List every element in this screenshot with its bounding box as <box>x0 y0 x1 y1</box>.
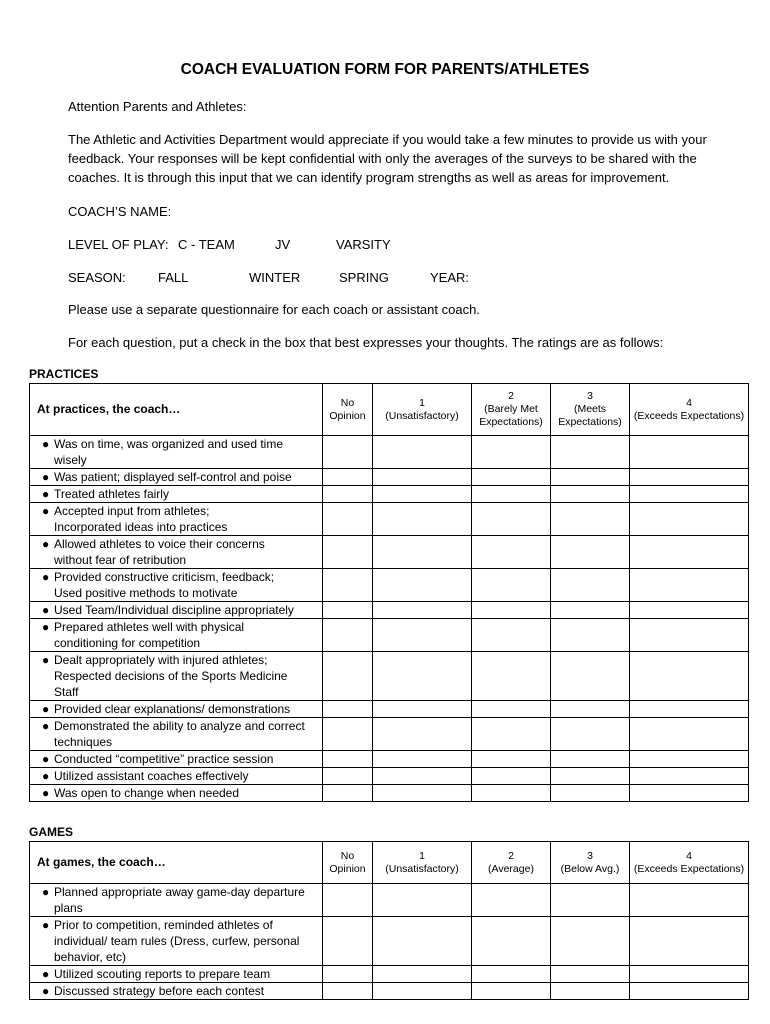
checkbox-cell-no-opinion[interactable] <box>323 751 373 768</box>
table-row <box>30 652 749 701</box>
question-text: Accepted input from athletes; <box>54 504 210 518</box>
question-text: Provided clear explanations/ demonstrations <box>54 702 291 716</box>
checkbox-cell-rating-3[interactable] <box>551 983 630 1000</box>
checkbox-cell-no-opinion[interactable] <box>323 486 373 503</box>
table-row <box>30 785 749 802</box>
question-text: Discussed strategy before each contest <box>54 984 265 998</box>
checkbox-cell-rating-1[interactable] <box>373 602 472 619</box>
checkbox-cell-rating-1[interactable] <box>373 569 472 602</box>
question-text: behavior, etc) <box>54 950 127 964</box>
checkbox-cell-rating-4[interactable] <box>630 701 749 718</box>
checkbox-cell-rating-2[interactable] <box>472 652 551 701</box>
col-rating-1: 1 (Unsatisfactory) <box>373 842 472 884</box>
checkbox-cell-rating-2[interactable] <box>472 751 551 768</box>
checkbox-cell-rating-3[interactable] <box>551 701 630 718</box>
checkbox-cell-rating-1[interactable] <box>373 469 472 486</box>
table-row <box>30 436 749 469</box>
practices-rows <box>30 436 749 802</box>
bullet-icon: ● <box>42 918 50 932</box>
question-text: Demonstrated the ability to analyze and correct <box>54 719 305 733</box>
checkbox-cell-rating-3[interactable] <box>551 569 630 602</box>
question-cell <box>30 785 323 802</box>
checkbox-cell-no-opinion[interactable] <box>323 619 373 652</box>
checkbox-cell-no-opinion[interactable] <box>323 884 373 917</box>
checkbox-cell-rating-1[interactable] <box>373 751 472 768</box>
checkbox-cell-no-opinion[interactable] <box>323 701 373 718</box>
checkbox-cell-rating-1[interactable] <box>373 536 472 569</box>
level-label: LEVEL OF PLAY: <box>68 237 169 252</box>
coach-name-label: COACH’S NAME: <box>68 204 172 219</box>
checkbox-cell-rating-1[interactable] <box>373 917 472 966</box>
checkbox-cell-rating-3[interactable] <box>551 486 630 503</box>
col-rating-4: 4 (Exceeds Expectations) <box>630 842 749 884</box>
question-cell <box>30 486 323 503</box>
bullet-icon: ● <box>42 504 50 518</box>
season-label: SEASON: <box>68 270 126 285</box>
table-row <box>30 966 749 983</box>
question-text: Dealt appropriately with injured athletes; <box>54 653 268 667</box>
checkbox-cell-rating-2[interactable] <box>472 966 551 983</box>
checkbox-cell-rating-3[interactable] <box>551 785 630 802</box>
form-title: COACH EVALUATION FORM FOR PARENTS/ATHLETES <box>180 61 590 78</box>
checkbox-cell-rating-3[interactable] <box>551 884 630 917</box>
checkbox-cell-rating-3[interactable] <box>551 751 630 768</box>
question-text: plans <box>54 901 83 915</box>
question-cell <box>30 966 323 983</box>
bullet-icon: ● <box>42 603 50 617</box>
checkbox-cell-rating-3[interactable] <box>551 917 630 966</box>
question-text: Was open to change when needed <box>54 786 240 800</box>
checkbox-cell-rating-2[interactable] <box>472 718 551 751</box>
question-cell <box>30 469 323 486</box>
question-text: techniques <box>54 735 113 749</box>
checkbox-cell-rating-1[interactable] <box>373 884 472 917</box>
bullet-icon: ● <box>42 967 50 981</box>
checkbox-cell-rating-4[interactable] <box>630 602 749 619</box>
checkbox-cell-rating-2[interactable] <box>472 436 551 469</box>
checkbox-cell-no-opinion[interactable] <box>323 917 373 966</box>
checkbox-cell-rating-1[interactable] <box>373 503 472 536</box>
checkbox-cell-rating-4[interactable] <box>630 966 749 983</box>
col-rating-2: 2 (Barely Met Expectations) <box>472 384 551 436</box>
checkbox-cell-rating-4[interactable] <box>630 486 749 503</box>
checkbox-cell-no-opinion[interactable] <box>323 536 373 569</box>
games-question-header: At games, the coach… <box>30 842 323 884</box>
table-row <box>30 768 749 785</box>
question-text: Provided constructive criticism, feedback; <box>54 570 275 584</box>
table-row <box>30 536 749 569</box>
year-label: YEAR: <box>430 270 470 285</box>
checkbox-cell-rating-3[interactable] <box>551 652 630 701</box>
season-option-winter[interactable]: WINTER <box>249 270 301 285</box>
checkbox-cell-rating-1[interactable] <box>373 436 472 469</box>
level-option-cteam[interactable]: C - TEAM <box>178 237 235 252</box>
checkbox-cell-rating-3[interactable] <box>551 436 630 469</box>
season-row <box>68 268 728 287</box>
checkbox-cell-rating-2[interactable] <box>472 569 551 602</box>
question-text: individual/ team rules (Dress, curfew, personal <box>54 934 300 948</box>
games-table <box>29 841 749 1000</box>
separate-note: Please use a separate questionnaire for each coach or assistant coach. <box>68 302 480 317</box>
attention-line: Attention Parents and Athletes: <box>68 99 247 114</box>
checkbox-cell-no-opinion[interactable] <box>323 503 373 536</box>
bullet-icon: ● <box>42 653 50 667</box>
checkbox-cell-rating-2[interactable] <box>472 884 551 917</box>
table-row <box>30 917 749 966</box>
bullet-icon: ● <box>42 752 50 766</box>
question-text: wisely <box>54 453 87 467</box>
checkbox-cell-no-opinion[interactable] <box>323 469 373 486</box>
bullet-icon: ● <box>42 470 50 484</box>
col-rating-1: 1 (Unsatisfactory) <box>373 384 472 436</box>
question-text: Prior to competition, reminded athletes of <box>54 918 273 932</box>
checkbox-cell-rating-1[interactable] <box>373 785 472 802</box>
checkbox-cell-no-opinion[interactable] <box>323 602 373 619</box>
question-text: Was patient; displayed self-control and poise <box>54 470 292 484</box>
checkbox-cell-rating-4[interactable] <box>630 751 749 768</box>
table-row <box>30 602 749 619</box>
bullet-icon: ● <box>42 885 50 899</box>
checkbox-cell-rating-1[interactable] <box>373 652 472 701</box>
checkbox-cell-no-opinion[interactable] <box>323 436 373 469</box>
col-no-opinion: No Opinion <box>323 842 373 884</box>
question-text: Used Team/Individual discipline appropriately <box>54 603 294 617</box>
checkbox-cell-rating-2[interactable] <box>472 602 551 619</box>
checkbox-cell-rating-4[interactable] <box>630 768 749 785</box>
question-text: Planned appropriate away game-day departure <box>54 885 305 899</box>
checkbox-cell-rating-1[interactable] <box>373 701 472 718</box>
checkbox-cell-no-opinion[interactable] <box>323 983 373 1000</box>
checkbox-cell-rating-4[interactable] <box>630 884 749 917</box>
question-cell <box>30 652 323 701</box>
question-text: without fear of retribution <box>54 553 187 567</box>
checkbox-cell-rating-2[interactable] <box>472 768 551 785</box>
checkbox-cell-rating-2[interactable] <box>472 917 551 966</box>
question-cell <box>30 751 323 768</box>
checkbox-cell-rating-3[interactable] <box>551 619 630 652</box>
level-option-jv[interactable]: JV <box>275 237 291 252</box>
question-text: Was on time, was organized and used time <box>54 437 284 451</box>
bullet-icon: ● <box>42 719 50 733</box>
table-row <box>30 569 749 602</box>
checkbox-cell-no-opinion[interactable] <box>323 768 373 785</box>
season-option-fall[interactable]: FALL <box>158 270 189 285</box>
bullet-icon: ● <box>42 620 50 634</box>
question-cell <box>30 768 323 785</box>
bullet-icon: ● <box>42 786 50 800</box>
question-cell <box>30 503 323 536</box>
question-cell <box>30 917 323 966</box>
checkbox-cell-no-opinion[interactable] <box>323 569 373 602</box>
question-cell <box>30 718 323 751</box>
col-rating-2: 2 (Average) <box>472 842 551 884</box>
checkbox-cell-rating-4[interactable] <box>630 469 749 486</box>
checkbox-cell-rating-3[interactable] <box>551 469 630 486</box>
checkbox-cell-rating-2[interactable] <box>472 983 551 1000</box>
col-rating-3: 3 (Below Avg.) <box>551 842 630 884</box>
question-text: Allowed athletes to voice their concerns <box>54 537 265 551</box>
ratings-note: For each question, put a check in the box that best expresses your thoughts. The ratings are as follows: <box>68 335 664 350</box>
question-cell <box>30 569 323 602</box>
question-text: Respected decisions of the Sports Medicine <box>54 669 288 683</box>
checkbox-cell-rating-1[interactable] <box>373 486 472 503</box>
question-text: Prepared athletes well with physical <box>54 620 245 634</box>
table-row <box>30 983 749 1000</box>
checkbox-cell-rating-3[interactable] <box>551 602 630 619</box>
bullet-icon: ● <box>42 537 50 551</box>
checkbox-cell-rating-3[interactable] <box>551 768 630 785</box>
checkbox-cell-rating-2[interactable] <box>472 486 551 503</box>
question-cell <box>30 602 323 619</box>
checkbox-cell-rating-1[interactable] <box>373 768 472 785</box>
col-rating-3: 3 (Meets Expectations) <box>551 384 630 436</box>
checkbox-cell-rating-3[interactable] <box>551 718 630 751</box>
table-row <box>30 503 749 536</box>
checkbox-cell-rating-4[interactable] <box>630 503 749 536</box>
practices-question-header: At practices, the coach… <box>30 384 323 436</box>
bullet-icon: ● <box>42 984 50 998</box>
question-cell <box>30 436 323 469</box>
question-cell <box>30 536 323 569</box>
level-option-varsity[interactable]: VARSITY <box>336 237 391 252</box>
question-text: Utilized scouting reports to prepare team <box>54 967 271 981</box>
checkbox-cell-rating-2[interactable] <box>472 785 551 802</box>
checkbox-cell-rating-4[interactable] <box>630 917 749 966</box>
bullet-icon: ● <box>42 487 50 501</box>
table-row <box>30 486 749 503</box>
checkbox-cell-rating-4[interactable] <box>630 785 749 802</box>
table-row <box>30 884 749 917</box>
checkbox-cell-no-opinion[interactable] <box>323 652 373 701</box>
checkbox-cell-rating-3[interactable] <box>551 503 630 536</box>
table-row <box>30 619 749 652</box>
question-cell <box>30 619 323 652</box>
checkbox-cell-rating-2[interactable] <box>472 469 551 486</box>
checkbox-cell-rating-1[interactable] <box>373 718 472 751</box>
checkbox-cell-rating-1[interactable] <box>373 619 472 652</box>
checkbox-cell-rating-1[interactable] <box>373 983 472 1000</box>
checkbox-cell-rating-3[interactable] <box>551 536 630 569</box>
checkbox-cell-rating-4[interactable] <box>630 436 749 469</box>
question-text: Incorporated ideas into practices <box>54 520 228 534</box>
table-row <box>30 469 749 486</box>
bullet-icon: ● <box>42 769 50 783</box>
checkbox-cell-rating-2[interactable] <box>472 701 551 718</box>
bullet-icon: ● <box>42 570 50 584</box>
question-text: Staff <box>54 685 79 699</box>
question-text: conditioning for competition <box>54 636 201 650</box>
question-text: Conducted “competitive” practice session <box>54 752 274 766</box>
season-option-spring[interactable]: SPRING <box>339 270 389 285</box>
question-cell <box>30 884 323 917</box>
checkbox-cell-rating-4[interactable] <box>630 983 749 1000</box>
question-cell <box>30 701 323 718</box>
checkbox-cell-no-opinion[interactable] <box>323 966 373 983</box>
games-rows <box>30 884 749 1000</box>
bullet-icon: ● <box>42 437 50 451</box>
question-text: Utilized assistant coaches effectively <box>54 769 249 783</box>
checkbox-cell-rating-4[interactable] <box>630 652 749 701</box>
checkbox-cell-rating-1[interactable] <box>373 966 472 983</box>
checkbox-cell-rating-4[interactable] <box>630 718 749 751</box>
checkbox-cell-no-opinion[interactable] <box>323 718 373 751</box>
question-cell <box>30 983 323 1000</box>
intro-paragraph: The Athletic and Activities Department would appreciate if you would take a few minutes to provide us with your feedback. Your responses will be kept confidential with only the averages of the surveys to be shared with the coaches. It is through this input that we can identify program strengths as well as areas for improvement. <box>68 132 707 185</box>
checkbox-cell-rating-2[interactable] <box>472 536 551 569</box>
table-row <box>30 751 749 768</box>
games-heading: GAMES <box>29 825 74 839</box>
question-text: Treated athletes fairly <box>54 487 169 501</box>
bullet-icon: ● <box>42 702 50 716</box>
checkbox-cell-no-opinion[interactable] <box>323 785 373 802</box>
checkbox-cell-rating-4[interactable] <box>630 619 749 652</box>
checkbox-cell-rating-2[interactable] <box>472 503 551 536</box>
practices-table <box>29 383 749 802</box>
col-rating-4: 4 (Exceeds Expectations) <box>630 384 749 436</box>
checkbox-cell-rating-4[interactable] <box>630 569 749 602</box>
practices-heading: PRACTICES <box>29 367 99 381</box>
col-no-opinion: No Opinion <box>323 384 373 436</box>
checkbox-cell-rating-3[interactable] <box>551 966 630 983</box>
checkbox-cell-rating-4[interactable] <box>630 536 749 569</box>
table-row <box>30 701 749 718</box>
question-text: Used positive methods to motivate <box>54 586 238 600</box>
level-of-play <box>68 235 728 254</box>
checkbox-cell-rating-2[interactable] <box>472 619 551 652</box>
table-row <box>30 718 749 751</box>
